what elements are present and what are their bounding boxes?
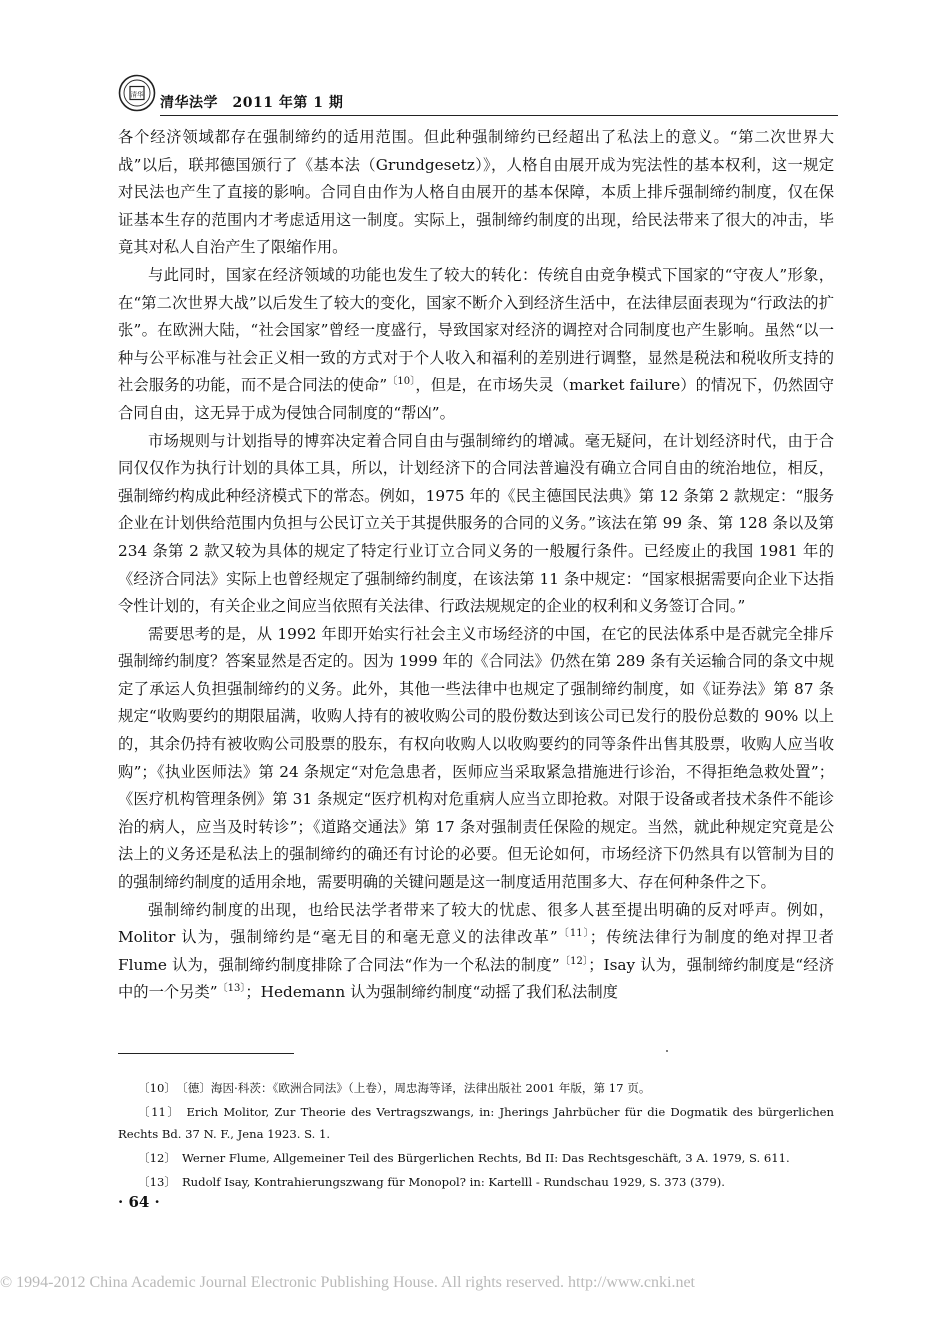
footnote-divider — [118, 1053, 294, 1054]
footnote-reference[interactable]: 〔13〕 — [217, 983, 246, 995]
footnote-reference[interactable]: 〔12〕 — [559, 955, 589, 967]
paragraph-text: ；Isay 认为，强制缔约制度是“经济中的一个另类” — [118, 955, 835, 1002]
footnote-text: 〔德〕海因·科茨：《欧洲合同法》（上卷），周忠海等译，法律出版社 2001 年版，第 17 页。 — [181, 1081, 651, 1095]
footnote-number: 〔10〕 — [138, 1081, 176, 1095]
body-paragraph — [118, 621, 834, 897]
copyright-watermark: © 1994-2012 China Academic Journal Electronic Publishing House. All rights reserved. http://www.cnki.net — [0, 1274, 695, 1291]
footnote-item — [118, 1147, 834, 1169]
body-paragraph — [118, 124, 834, 262]
scan-speck — [666, 1050, 668, 1052]
paragraph-text: 需要思考的是，从 1992 年即开始实行社会主义市场经济的中国，在它的民法体系中是否就完全排斥强制缔约制度？答案显然是否定的。因为 1999 年的《合同法》仍然在第 289 条有关运输合同的条文中规定了承运人负担强制缔约的义务。此外，其他一些法律中也规定了强制缔约制度，如《证券法》第 87 条规定“收购要约的期限届满，收购人持有的被收购公司的股份数达到该公司已发行的股份总数的 90% 以上的，其余仍持有被收购公司股票的股东，有权向收购人以收购要约的同等条件出售其股票，收购人应当收购”；《执业医师法》第 24 条规定“对危急患者，医师应当采取紧急措施进行诊治，不得拒绝急救处置”；《医疗机构管理条例》第 31 条规定“医疗机构对危重病人应当立即抢救。对限于设备或者技术条件不能诊治的病人，应当及时转诊”；《道路交通法》第 17 条对强制责任保险的规定。当然，就此种规定究竟是公法上的义务还是私法上的强制缔约的确还有讨论的必要。但无论如何，市场经济下仍然具有以管制为目的的强制缔约制度的适用余地，需要明确的关键问题是这一制度适用范围多大、存在何种条件之下。 — [118, 624, 834, 892]
journal-logo-icon — [118, 74, 156, 112]
footnote-text: Werner Flume, Allgemeiner Teil des Bürgerlichen Rechts, Bd II: Das Rechtsgeschäft, 3 A. 1979, S. 611. — [181, 1151, 790, 1165]
paragraph-text: 与此同时，国家在经济领域的功能也发生了较大的转化：传统自由竞争模式下国家的“守夜人”形象，在“第二次世界大战”以后发生了较大的变化，国家不断介入到经济生活中，在法律层面表现为“行政法的扩张”。在欧洲大陆，“社会国家”曾经一度盛行，导致国家对经济的调控对合同制度也产生影响。虽然“以一种与公平标准与社会正义相一致的方式对于个人收入和福利的差别进行调整，显然是税法和税收所支持的社会服务的功能，而不是合同法的使命” — [118, 265, 834, 395]
footnote-item — [118, 1171, 834, 1193]
paragraph-text: 市场规则与计划指导的博弈决定着合同自由与强制缔约的增减。毫无疑问，在计划经济时代，由于合同仅仅作为执行计划的具体工具，所以，计划经济下的合同法普遍没有确立合同自由的统治地位，相反，强制缔约构成此种经济模式下的常态。例如，1975 年的《民主德国民法典》第 12 条第 2 款规定：“服务企业在计划供给范围内负担与公民订立关于其提供服务的合同的义务。”该法在第 99 条、第 128 条以及第 234 条第 2 款又较为具体的规定了特定行业订立合同义务的一般履行条件。已经废止的我国 1981 年的《经济合同法》实际上也曾经规定了强制缔约制度，在该法第 11 条中规定：“国家根据需要向企业下达指令性计划的，有关企业之间应当依照有关法律、行政法规规定的企业的权利和义务签订合同。” — [118, 431, 834, 616]
footnotes — [118, 1077, 834, 1195]
running-header — [118, 74, 838, 118]
footnote-item — [118, 1077, 834, 1099]
logo-text: 清华 — [130, 90, 144, 99]
paragraph-text: 各个经济领域都存在强制缔约的适用范围。但此种强制缔约已经超出了私法上的意义。“第二次世界大战”以后，联邦德国颁行了《基本法（Grundgesetz）》，人格自由展开成为宪法性的基本权利，这一规定对民法也产生了直接的影响。合同自由作为人格自由展开的基本保障，本质上排斥强制缔约制度，仅在保证基本生存的范围内才考虑适用这一制度。实际上，强制缔约制度的出现，给民法带来了很大的冲击，毕竟其对私人自治产生了限缩作用。 — [118, 128, 834, 257]
body-paragraph — [118, 262, 834, 428]
footnote-text: Rudolf Isay, Kontrahierungszwang für Monopol? in: Kartelll - Rundschau 1929, S. 373 (379). — [181, 1175, 725, 1189]
body-paragraph — [118, 897, 834, 1007]
footnote-reference[interactable]: 〔11〕 — [557, 928, 590, 940]
footnote-text: Erich Molitor, Zur Theorie des Vertragszwangs, in: Jherings Jahrbücher für die Dogmatik des bürgerlichen Rechts Bd. 37 N. F., Jena 1923. S. 1. — [118, 1105, 834, 1141]
footnote-number: 〔13〕 — [138, 1175, 176, 1189]
footnote-number: 〔12〕 — [138, 1151, 176, 1165]
paragraph-text: 强制缔约制度的出现，也给民法学者带来了较大的忧虑、很多人甚至提出明确的反对呼声。例如，Molitor 认为，强制缔约是“毫无目的和毫无意义的法律改革” — [118, 900, 834, 947]
page-number: · 64 · — [118, 1193, 160, 1211]
article-body — [118, 124, 834, 1007]
footnote-number: 〔11〕 — [138, 1105, 181, 1119]
paragraph-text: ；传统法律行为制度的绝对捍卫者 Flume 认为，强制缔约制度排除了合同法“作为一个私法的制度” — [118, 928, 834, 974]
paragraph-text: ；Hedemann 认为强制缔约制度“动摇了我们私法制度 — [245, 983, 618, 1002]
journal-title: 清华法学 2011 年第 1 期 — [160, 95, 344, 111]
header-rule — [160, 115, 838, 116]
body-paragraph — [118, 428, 834, 621]
footnote-reference[interactable]: 〔10〕 — [387, 376, 416, 388]
footnote-item — [118, 1101, 834, 1145]
paragraph-text: ，但是，在市场失灵（market failure）的情况下，仍然固守合同自由，这无异于成为侵蚀合同制度的“帮凶”。 — [118, 376, 834, 422]
